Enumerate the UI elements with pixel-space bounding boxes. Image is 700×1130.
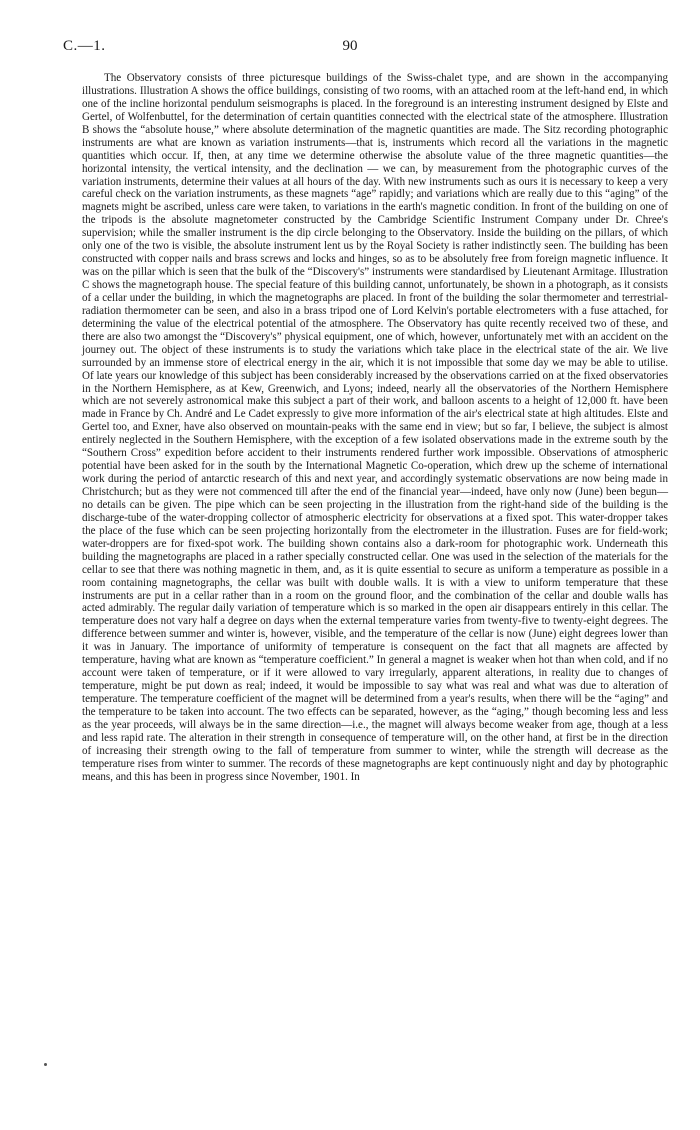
page-number: 90	[342, 38, 358, 54]
document-reference: C.—1.	[63, 38, 106, 54]
page-header	[63, 38, 663, 60]
body-paragraph: The Observatory consists of three picturesque buildings of the Swiss-chalet type, and are shown in the accompanying illustrations. Illustration A shows the office buildings, consisting of two rooms, with an attached room at the left-hand end, in which one of the incline horizontal pendulum seismographs is placed. In the foreground is an interesting instrument designed by Elste and Gertel, of Wolfenbuttel, for the determination of certain quantities connected with the electrical state of the atmosphere. Illustration B shows the “absolute house,” where absolute determination of the magnetic quantities are made. The Sitz recording photographic instruments are what are known as variation instruments—that is, instruments which record all the variations in the magnetic quantities which occur. If, then, at any time we determine otherwise the absolute value of the three magnetic quantities—the horizontal intensity, the vertical intensity, and the declination — we can, by measurement from the photographic curves of the variation instruments, determine their values at all hours of the day. With new instruments such as ours it is necessary to keep a very careful check on the variation instruments, as these magnets “age” rapidly; and variations which are really due to this “aging” of the magnets might be ascribed, unless care were taken, to variations in the earth's magnetic condition. In front of the building on one of the tripods is the absolute magnetometer constructed by the Cambridge Scientific Instrument Company under Dr. Chree's supervision; while the smaller instrument is the dip circle belonging to the Observatory. Inside the building on the pillars, of which only one of the two is visible, the absolute instrument lent us by the Royal Society is rather indistinctly seen. The building has been constructed with copper nails and brass screws and locks and hinges, so as to be absolutely free from foreign magnetic influence. It was on the pillar which is seen that the bulk of the “Discovery's” instruments were standardised by Lieutenant Armitage. Illustration C shows the magnetograph house. The special feature of this building cannot, unfortunately, be shown in a photograph, as it consists of a cellar under the building, in which the magnetographs are placed. In front of the building the solar thermometer and terrestrial-radiation thermometer can be seen, and also in a brass tripod one of Lord Kelvin's portable electrometers with a fuse attached, for determining the value of the electrical potential of the atmosphere. The Observatory has quite recently received two of these, and there are also two amongst the “Discovery's” physical equipment, one of which, however, unfortunately met with an accident on the journey out. The object of these instruments is to study the variations which take place in the electrical state of the air. We live surrounded by an immense store of electrical energy in the air, which it is not impossible that some day we may be able to utilise. Of late years our knowledge of this subject has been considerably increased by the observations carried on at the fixed observatories in the Northern Hemisphere, as at Kew, Greenwich, and Lyons; indeed, nearly all the observatories of the Northern Hemisphere which are not severely astronomical make this subject a part of their work, and balloon ascents to a height of 12,000 ft. have been made in France by Ch. André and Le Cadet expressly to give more information of the air's electrical state at high altitudes. Elste and Gertel too, and Exner, have also observed on mountain-peaks with the same end in view; but so far, I believe, the subject is almost entirely neglected in the Southern Hemisphere, with the exception of a few isolated observations made in the extreme south by the “Southern Cross” expedition before accident to their instruments rendered further work impossible. Observations of atmospheric potential have been asked for in the south by the International Magnetic Co-operation, which drew up the scheme of international work during the period of antarctic research of this and next year, and accordingly systematic observations are now being made in Christchurch; but as they were not commenced till after the end of the financial year—indeed, have only now (June) been begun—no details can be given. The pipe which can be seen projecting in the illustration from the right-hand side of the building is the discharge-tube of the water-dropping collector of atmospheric electricity for observations at a fixed spot. This water-dropper takes the place of the fuse which can be seen projecting horizontally from the electrometer in the illustration. Fuses are for field-work; water-droppers are for fixed-spot work. The building shown contains also a dark-room for photographic work. Underneath this building the magnetographs are placed in a rather specially constructed cellar. One was used in the selection of the materials for the cellar to see that there was nothing magnetic in them, and, as it is quite essential to secure as uniform a temperature as possible in a room containing magnetographs, the cellar was built with double walls. It is with a view to uniform temperature that these instruments are put in a cellar rather than in a room on the ground floor, and the combination of the cellar and double walls has acted admirably. The regular daily variation of temperature which is so marked in the open air disappears entirely in this cellar. The temperature does not vary half a degree on days when the external temperature varies from twenty-five to twenty-eight degrees. The difference between summer and winter is, however, visible, and the temperature of the cellar is now (June) eight degrees lower than it was in January. The importance of uniformity of temperature is consequent on the fact that all magnets are affected by temperature, having what are known as “temperature coefficient.” In general a magnet is weaker when hot than when cold, and if no account were taken of temperature, or if it were allowed to vary irregularly, apparent alterations, in reality due to changes of temperature, might be put down as real; indeed, it would be impossible to say what was real and what was due to alteration of temperature. The temperature coefficient of the magnet will be determined from a year's results, when there will be the “aging” and the temperature to be taken into account. The two effects can be separated, however, as the “aging,” though becoming less and less as the year proceeds, will always be in the same direction—i.e., the magnet will always become weaker from age, though at a less and less rapid rate. The alteration in their strength in consequence of temperature will, on the other hand, at first be in the direction of increasing their strength owing to the fall of temperature from summer to winter, while the strength will decrease as the temperature rises from winter to summer. The records of these magnetographs are kept continuously night and day by photographic means, and this has been in progress since November, 1901. In	[82, 72, 668, 783]
scan-speck	[44, 1063, 47, 1066]
